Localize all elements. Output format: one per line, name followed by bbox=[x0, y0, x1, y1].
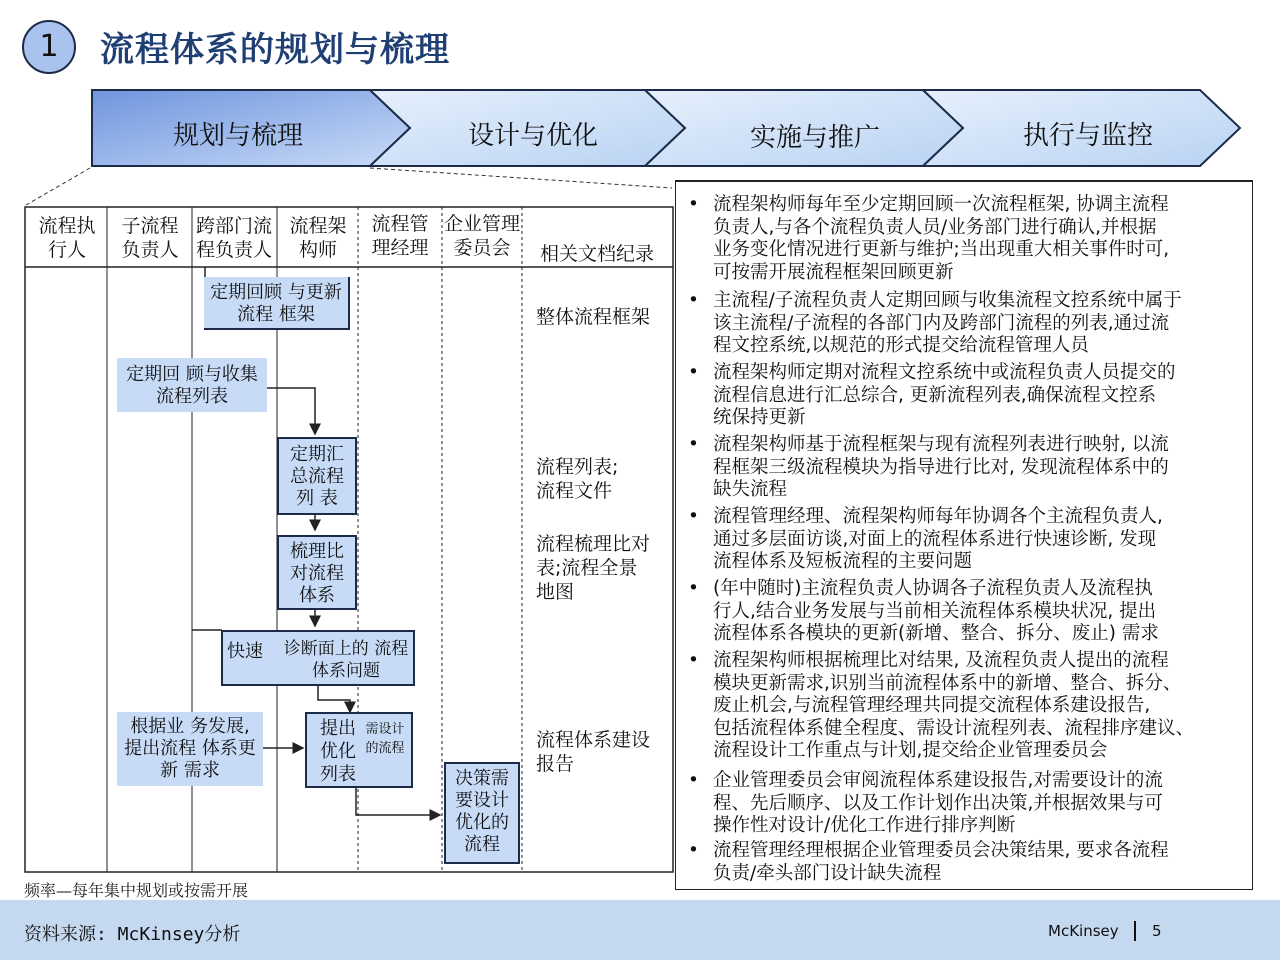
step-line: 列 表 bbox=[296, 488, 338, 509]
step-diagnosis-text bbox=[279, 638, 413, 682]
step-line: 总流程 bbox=[290, 466, 344, 487]
bullet-text bbox=[713, 840, 1248, 885]
step-line: 根据业 务发展, bbox=[130, 716, 250, 737]
bullet-line: 包括流程体系健全程度、需设计流程列表、流程排序建议、 bbox=[713, 717, 1195, 739]
doc-construction-report bbox=[536, 728, 650, 776]
bullet-dot-icon: • bbox=[688, 578, 699, 599]
bullet-text bbox=[713, 578, 1248, 646]
section-number-badge: 1 bbox=[22, 20, 76, 74]
bullet-item bbox=[688, 434, 1248, 502]
lane-header-committee bbox=[442, 212, 522, 260]
bullet-line: 流程架构师根据梳理比对结果, 及流程负责人提出的流程 bbox=[713, 650, 1169, 671]
bullet-item bbox=[688, 506, 1248, 574]
bullet-line: 可按需开展流程框架回顾更新 bbox=[713, 261, 954, 283]
stage-1-label: 规划与梳理 bbox=[172, 121, 303, 151]
lane-header-architect bbox=[278, 214, 358, 262]
bullet-item bbox=[688, 194, 1248, 284]
stage-2-label: 设计与优化 bbox=[467, 121, 598, 151]
lane-header-cross-dept-owner bbox=[190, 214, 278, 262]
step-optimization-list bbox=[305, 712, 413, 788]
bullet-item bbox=[688, 840, 1248, 885]
stage-4-label: 执行与监控 bbox=[1022, 121, 1153, 151]
bullet-dot-icon: • bbox=[688, 194, 699, 215]
doc-line: 表;流程全景 bbox=[536, 557, 638, 579]
lane-header-line: 程负责人 bbox=[195, 239, 272, 261]
lane-header-line: 跨部门流 bbox=[195, 215, 272, 237]
bullet-item bbox=[688, 770, 1248, 838]
bullet-item bbox=[688, 290, 1248, 358]
bullet-line: 流程管理经理、流程架构师每年协调各个主流程负责人, bbox=[713, 506, 1163, 527]
doc-line: 流程文件 bbox=[536, 480, 613, 502]
bullet-dot-icon: • bbox=[688, 840, 699, 861]
step-review-framework bbox=[204, 277, 350, 330]
bullet-line: 程框架三级流程模块为指导进行比对, 发现流程体系中的 bbox=[713, 456, 1169, 478]
lane-header-process-manager bbox=[358, 212, 442, 260]
bullet-line: 行人,结合业务发展与当前相关流程体系模块状况, 提出 bbox=[713, 600, 1157, 622]
lane-header-line: 流程执 bbox=[38, 215, 96, 237]
bullet-line: 流程管理经理根据企业管理委员会决策结果, 要求各流程 bbox=[713, 840, 1169, 861]
bullet-item bbox=[688, 650, 1248, 763]
step-compare-system bbox=[277, 535, 357, 610]
step-quick-diagnosis bbox=[221, 630, 415, 686]
doc-framework: 整体流程框架 bbox=[536, 306, 651, 328]
lane-header-executor bbox=[27, 214, 107, 262]
step-line: 体系 bbox=[299, 585, 335, 606]
step-line: 定期汇 bbox=[290, 444, 344, 465]
bullet-line: 流程信息进行汇总综合, 更新流程列表,确保流程文控系 bbox=[713, 384, 1157, 406]
bullet-line: 模块更新需求,识别当前流程体系中的新增、整合、拆分、 bbox=[713, 672, 1182, 694]
step-line: 诊断面上的 流程 bbox=[283, 639, 409, 659]
bullet-line: 负责人,与各个流程负责人员/业务部门进行确认,并根据 bbox=[713, 216, 1157, 238]
footer-divider bbox=[1134, 921, 1136, 941]
frequency-note: 频率—每年集中规划或按需开展 bbox=[24, 881, 249, 900]
bullet-item bbox=[688, 578, 1248, 646]
step-opt-small-text bbox=[359, 720, 411, 758]
bullet-text bbox=[713, 362, 1248, 430]
bullet-line: 流程体系各模块的更新(新增、整合、拆分、废止) 需求 bbox=[713, 623, 1159, 644]
step-line: 流程列表 bbox=[156, 386, 228, 407]
bullet-line: 通过多层面访谈,对面上的流程体系进行快速诊断, 发现 bbox=[713, 528, 1157, 550]
step-line: 定期回 顾与收集 bbox=[126, 364, 258, 385]
brand-label: McKinsey bbox=[1048, 922, 1119, 940]
lane-header-line: 委员会 bbox=[453, 237, 511, 259]
bullet-dot-icon: • bbox=[688, 770, 699, 791]
bullet-line: 缺失流程 bbox=[713, 479, 788, 500]
lane-header-documents: 相关文档纪录 bbox=[539, 243, 654, 265]
step-line: 梳理比 bbox=[290, 541, 344, 562]
step-line: 新 需求 bbox=[160, 760, 220, 781]
step-line: 提出 bbox=[320, 718, 356, 739]
source-note: 资料来源: McKinsey分析 bbox=[24, 924, 241, 945]
bullet-line: 流程设计工作重点与计划,提交给企业管理委员会 bbox=[713, 740, 1108, 761]
bullet-line: 操作性对设计/优化工作进行排序判断 bbox=[713, 815, 1016, 836]
step-decide-processes bbox=[444, 762, 520, 864]
bullet-line: 流程架构师基于流程框架与现有流程列表进行映射, 以流 bbox=[713, 434, 1169, 455]
bullet-text bbox=[713, 650, 1248, 763]
step-line: 列表 bbox=[320, 764, 356, 785]
lane-header-line: 流程管 bbox=[371, 213, 429, 235]
step-line: 需设计 bbox=[365, 722, 405, 737]
stage-3-label: 实施与推广 bbox=[749, 123, 880, 153]
bullet-dot-icon: • bbox=[688, 650, 699, 671]
description-panel bbox=[675, 180, 1253, 890]
bullet-text bbox=[713, 194, 1248, 284]
step-line: 提出流程 体系更 bbox=[124, 738, 256, 759]
doc-line: 报告 bbox=[536, 753, 575, 775]
bullet-line: 该主流程/子流程的各部门内及跨部门流程的列表,通过流 bbox=[713, 312, 1170, 334]
step-line: 流程 框架 bbox=[237, 304, 315, 325]
bullet-line: 程文控系统,以规范的形式提交给流程管理人员 bbox=[713, 335, 1089, 356]
lane-header-line: 流程架 bbox=[289, 215, 347, 237]
step-line: 的流程 bbox=[365, 741, 405, 756]
doc-process-list bbox=[536, 455, 618, 503]
bullet-line: 流程架构师定期对流程文控系统中或流程负责人员提交的 bbox=[713, 362, 1176, 383]
bullet-line: 企业管理委员会审阅流程体系建设报告,对需要设计的流 bbox=[713, 770, 1163, 791]
step-line: 决策需 bbox=[455, 768, 509, 789]
step-summarize-list bbox=[277, 437, 357, 515]
doc-line: 流程体系建设 bbox=[536, 729, 651, 751]
bullet-line: 废止机会,与流程管理经理共同提交流程体系建设报告, bbox=[713, 695, 1151, 716]
lane-header-line: 负责人 bbox=[121, 239, 179, 261]
bullet-text bbox=[713, 506, 1248, 574]
bullet-dot-icon: • bbox=[688, 434, 699, 455]
step-line: 优化 bbox=[320, 741, 356, 762]
bullet-item bbox=[688, 362, 1248, 430]
step-line: 优化的 bbox=[455, 812, 509, 833]
bullet-text bbox=[713, 770, 1248, 838]
bullet-line: 主流程/子流程负责人定期回顾与收集流程文控系统中属于 bbox=[713, 290, 1182, 311]
bullet-line: 负责/牵头部门设计缺失流程 bbox=[713, 862, 942, 884]
lane-header-line: 子流程 bbox=[121, 215, 179, 237]
lane-header-subprocess-owner bbox=[108, 214, 192, 262]
step-collect-process-list bbox=[117, 358, 267, 412]
step-opt-main-text bbox=[313, 717, 363, 786]
lane-header-line: 构师 bbox=[298, 239, 337, 261]
step-raise-update-need bbox=[117, 712, 263, 786]
step-line: 对流程 bbox=[290, 563, 344, 584]
bullet-line: 流程体系及短板流程的主要问题 bbox=[713, 551, 973, 572]
page-number: 5 bbox=[1152, 922, 1162, 940]
bullet-dot-icon: • bbox=[688, 290, 699, 311]
page-title: 流程体系的规划与梳理 bbox=[100, 30, 450, 70]
doc-line: 流程列表; bbox=[536, 456, 619, 478]
lane-header-line: 企业管理 bbox=[443, 213, 520, 235]
bullet-dot-icon: • bbox=[688, 506, 699, 527]
step-line: 定期回顾 与更新 bbox=[210, 282, 342, 303]
doc-line: 地图 bbox=[536, 581, 575, 603]
bullet-text bbox=[713, 290, 1248, 358]
step-line: 快速 bbox=[227, 641, 263, 662]
lane-header-line: 行人 bbox=[47, 239, 86, 261]
bullet-line: (年中随时)主流程负责人协调各子流程负责人及流程执 bbox=[713, 578, 1153, 599]
doc-comparison-table bbox=[536, 532, 650, 604]
bullet-line: 业务变化情况进行更新与维护;当出现重大相关事件时可, bbox=[713, 239, 1170, 260]
bullet-line: 流程架构师每年至少定期回顾一次流程框架, 协调主流程 bbox=[713, 194, 1169, 215]
bullet-line: 统保持更新 bbox=[713, 407, 806, 428]
bullet-line: 程、先后顺序、以及工作计划作出决策,并根据效果与可 bbox=[713, 792, 1163, 814]
step-line: 要设计 bbox=[455, 790, 509, 811]
doc-line: 流程梳理比对 bbox=[536, 533, 651, 555]
step-line: 体系问题 bbox=[312, 661, 380, 681]
bullet-text bbox=[713, 434, 1248, 502]
step-line: 流程 bbox=[464, 834, 500, 855]
lane-header-line: 理经理 bbox=[371, 237, 429, 259]
bullet-dot-icon: • bbox=[688, 362, 699, 383]
